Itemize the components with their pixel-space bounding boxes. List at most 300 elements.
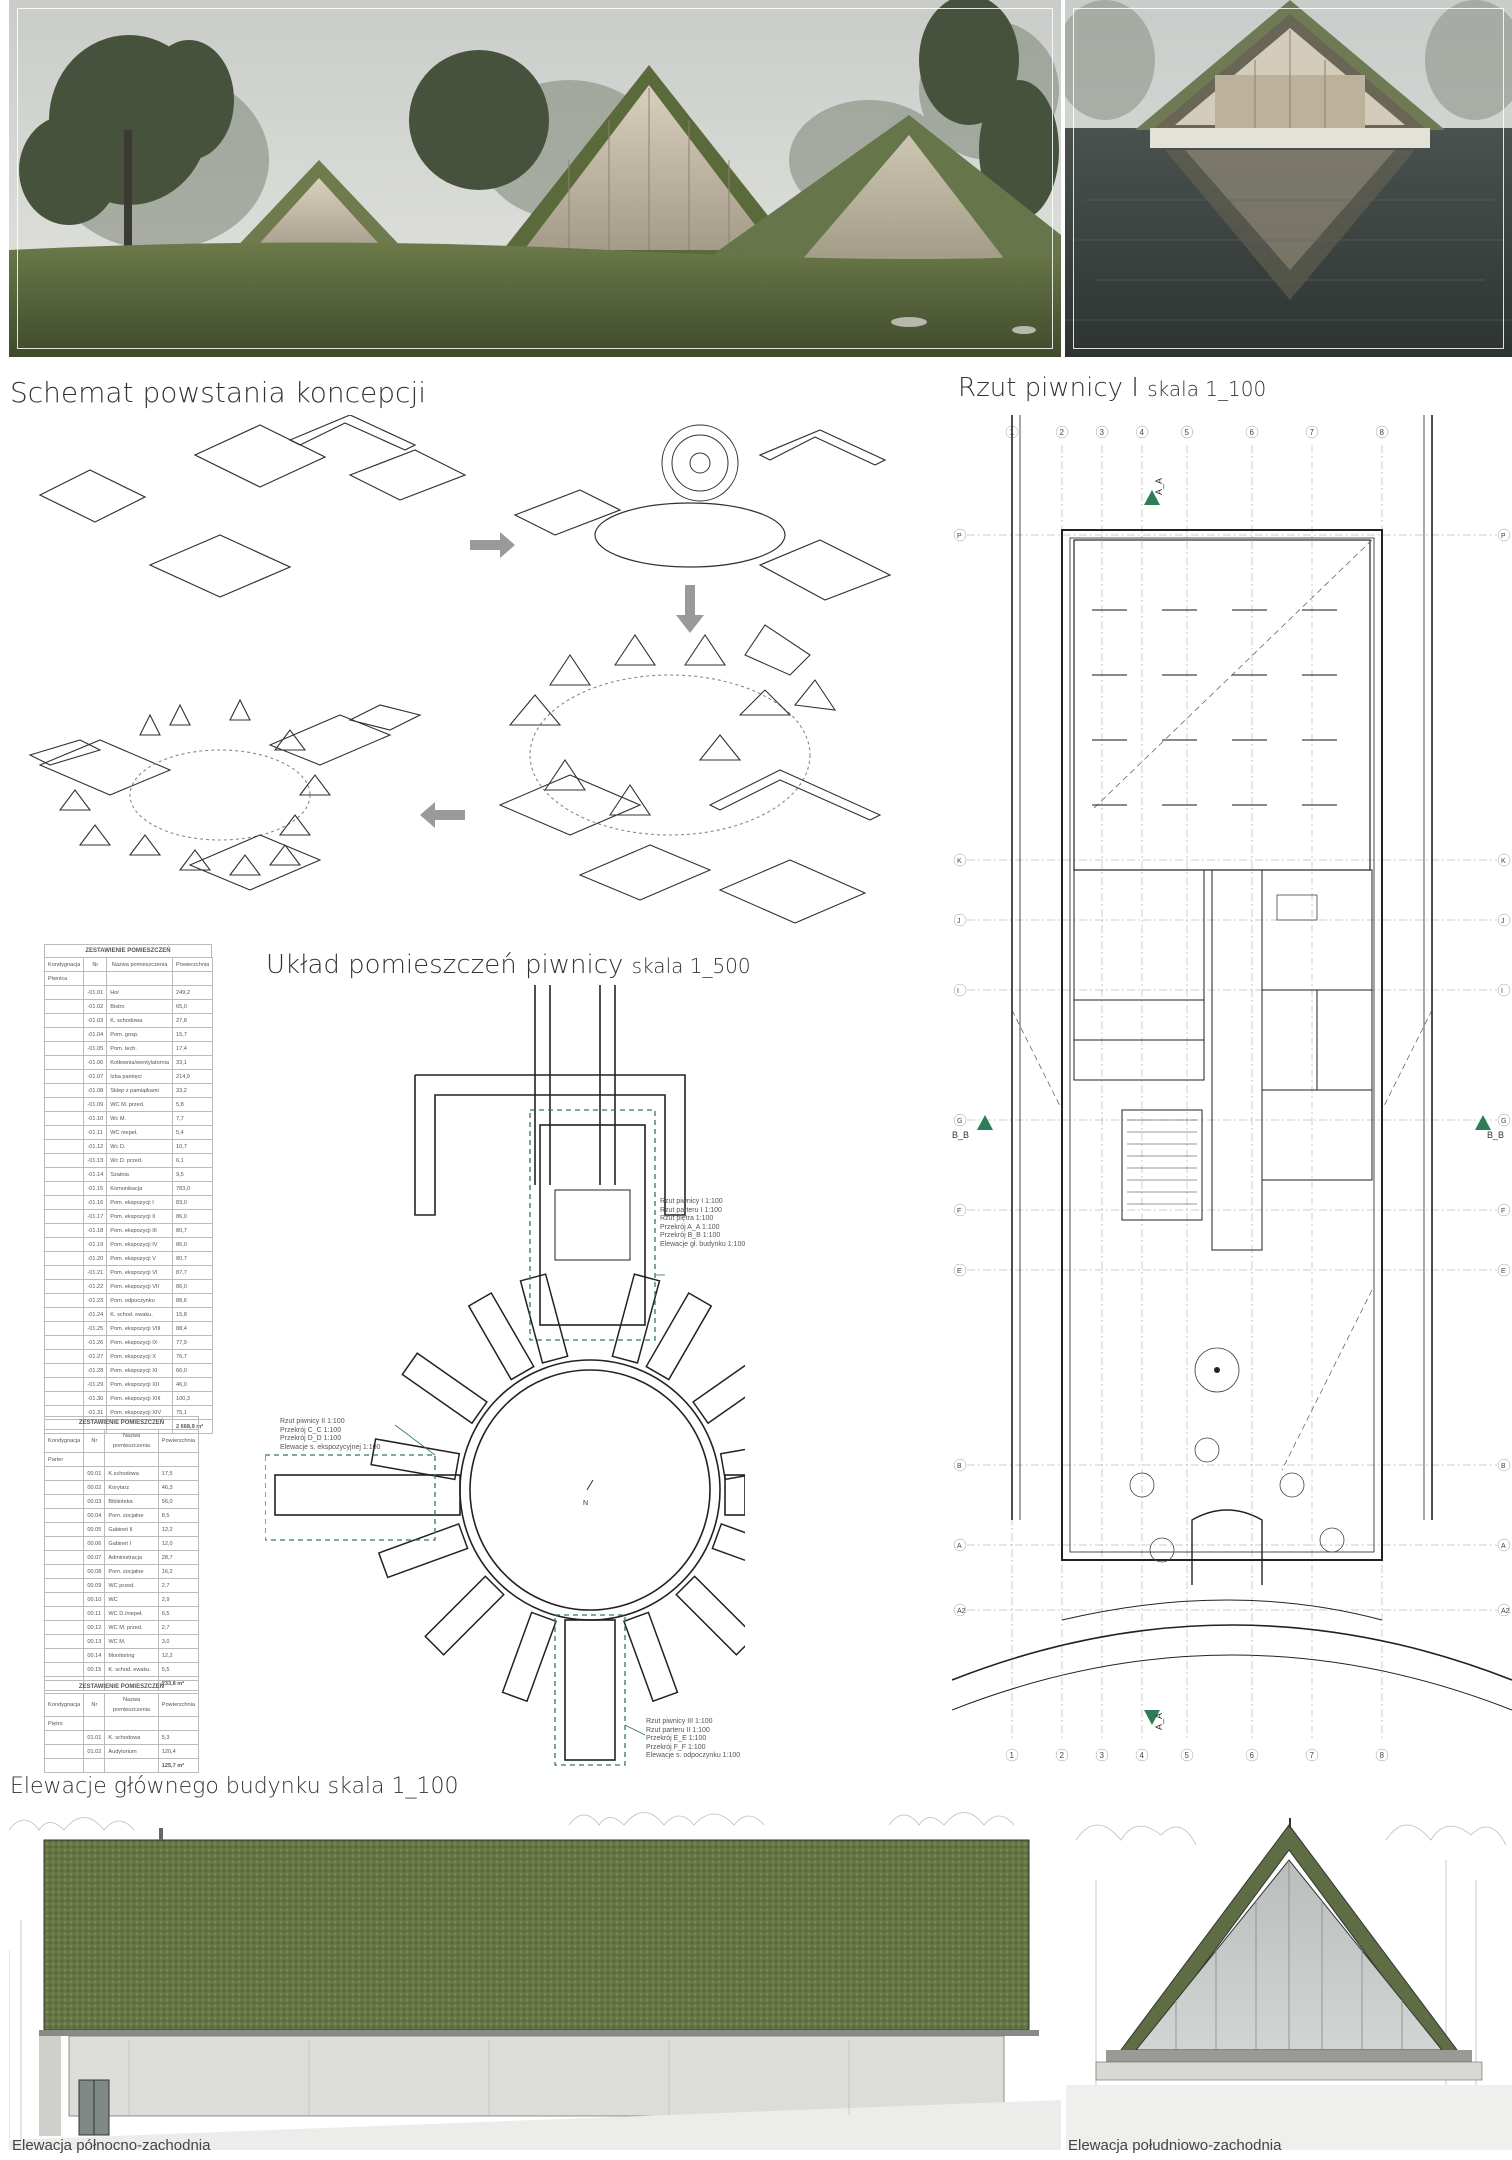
room-table-title: ZESTAWIENIE POMIESZCZEŃ [44, 1680, 199, 1693]
exhibition-room [721, 1439, 745, 1479]
annotation-line: Elewacje gł. budynku 1:100 [660, 1240, 746, 1248]
table-row [45, 1745, 199, 1759]
render-landscape [9, 0, 1061, 357]
level-label: Parter [45, 1453, 84, 1467]
table-row [45, 1364, 213, 1378]
col-area: Powierzchnia [158, 1694, 198, 1717]
exhibition-room [624, 1612, 678, 1701]
room-area: 86,0 [173, 1238, 213, 1252]
room-number: 00.09 [84, 1579, 105, 1593]
render-water [1065, 0, 1512, 357]
arrow-icon [420, 532, 704, 828]
room-number: -01.01 [84, 986, 107, 1000]
room-number: -01.17 [84, 1210, 107, 1224]
room-name: Audytorium [105, 1745, 158, 1759]
slab-shape [40, 470, 145, 522]
annotation-line: Rzut parteru II 1:100 [646, 1726, 710, 1734]
exhibition-room [371, 1439, 459, 1479]
room-number: -01.11 [84, 1126, 107, 1140]
room-area: 5,5 [158, 1663, 198, 1677]
room-number: -01.29 [84, 1378, 107, 1392]
axis-label: 5 [1184, 428, 1189, 437]
room-number: 00.07 [84, 1551, 105, 1565]
table-row [45, 1336, 213, 1350]
room-area: 65,0 [173, 1000, 213, 1014]
exhibition-room [646, 1293, 711, 1380]
table-row [45, 1210, 213, 1224]
axis-label: 6 [1249, 428, 1254, 437]
axis-label: F [957, 1208, 962, 1215]
room-name: Pom. socjalne [105, 1509, 158, 1523]
room-name: WC [105, 1593, 158, 1607]
col-kond: Kondygnacja [45, 958, 84, 972]
room-number: 00.01 [84, 1467, 105, 1481]
axis-bubble [1498, 984, 1510, 996]
table-row [45, 1565, 199, 1579]
room-number: -01.09 [84, 1098, 107, 1112]
room-name: Pom. ekspozycji VI [107, 1266, 173, 1280]
room-area: 88,4 [173, 1322, 213, 1336]
table-row [45, 1537, 199, 1551]
axis-label: K [957, 858, 962, 865]
basement-plan-drawing [952, 410, 1512, 1770]
room-number: 00.05 [84, 1523, 105, 1537]
room-area: 80,7 [173, 1252, 213, 1266]
axis-label: J [957, 918, 961, 925]
annotation-line: Przekrój D_D 1:100 [280, 1435, 342, 1442]
room-area: 86,0 [173, 1210, 213, 1224]
room-name: Izba pamięci [107, 1070, 173, 1084]
table-row [45, 986, 213, 1000]
room-name: WC niepeł. [107, 1126, 173, 1140]
room-number: 00.11 [84, 1607, 105, 1621]
room-number: 00.14 [84, 1649, 105, 1663]
room-number: -01.27 [84, 1350, 107, 1364]
north-arrow-icon [583, 1480, 593, 1507]
room-name: Pom. ekspozycji X [107, 1350, 173, 1364]
elevations-title: Elewacje głównego budynku skala 1_100 [10, 1774, 459, 1799]
basement-plan-scale: skala 1_100 [1147, 377, 1267, 401]
room-number: -01.23 [84, 1294, 107, 1308]
room-name: Pom. ekspozycji III [107, 1224, 173, 1238]
annotation-line: Rzut piwnicy II 1:100 [280, 1418, 345, 1425]
room-area: 2,7 [158, 1579, 198, 1593]
room-area: 15,8 [173, 1308, 213, 1322]
room-area: 5,4 [173, 1126, 213, 1140]
table-row [45, 1252, 213, 1266]
room-name: Pom. gosp. [107, 1028, 173, 1042]
room-area: 80,7 [173, 1224, 213, 1238]
room-name: Administracja [105, 1551, 158, 1565]
table-row [45, 1509, 199, 1523]
room-area: 6,1 [173, 1154, 213, 1168]
table-row [45, 1579, 199, 1593]
axis-label: A [957, 1543, 962, 1550]
render-water-image [1065, 0, 1512, 357]
axis-label: G [1501, 1118, 1507, 1125]
room-number: 00.04 [84, 1509, 105, 1523]
axis-label: 2 [1059, 1751, 1064, 1760]
col-kond: Kondygnacja [45, 1430, 84, 1453]
layout-scale: skala 1_500 [631, 954, 751, 978]
axis-label: 1 [1009, 428, 1014, 437]
room-area: 9,5 [173, 1168, 213, 1182]
room-name: Pom. ekspozycji XI [107, 1364, 173, 1378]
room-table-title: ZESTAWIENIE POMIESZCZEŃ [44, 1416, 199, 1429]
room-number: -01.02 [84, 1000, 107, 1014]
room-name: WC D./niepeł. [105, 1607, 158, 1621]
room-name: Pom. ekspozycji IV [107, 1238, 173, 1252]
table-row [45, 1014, 213, 1028]
room-number: -01.19 [84, 1238, 107, 1252]
axis-label: E [957, 1268, 962, 1275]
annotation-west [280, 1418, 380, 1452]
room-name: Komunikacja [107, 1182, 173, 1196]
axis-label: I [1501, 988, 1503, 995]
room-number: -01.10 [84, 1112, 107, 1126]
exhibition-room [676, 1576, 745, 1654]
room-number: -01.15 [84, 1182, 107, 1196]
room-name: K. schod. ewaku. [105, 1663, 158, 1677]
room-number: -01.25 [84, 1322, 107, 1336]
table-row [45, 1593, 199, 1607]
room-name: K.schodowa [105, 1467, 158, 1481]
axis-label: 8 [1379, 1751, 1384, 1760]
room-name: Hol [107, 986, 173, 1000]
table-row [45, 1635, 199, 1649]
table-row [45, 1523, 199, 1537]
room-name: Biblioteka [105, 1495, 158, 1509]
room-area: 15,7 [173, 1028, 213, 1042]
exhibition-room [521, 1274, 568, 1363]
table-row [45, 1224, 213, 1238]
room-area: 46,0 [173, 1378, 213, 1392]
axis-label: B [1501, 1463, 1506, 1470]
axis-label: 8 [1379, 428, 1384, 437]
table-row [45, 1028, 213, 1042]
axis-label: A2 [1501, 1608, 1510, 1615]
col-kond: Kondygnacja [45, 1694, 84, 1717]
room-name: Pom. ekspozycji IX [107, 1336, 173, 1350]
annotation-line: Rzut piętra 1:100 [660, 1215, 714, 1222]
table-row [45, 1350, 213, 1364]
room-number: -01.04 [84, 1028, 107, 1042]
table-row [45, 1238, 213, 1252]
annotation-line: Rzut parteru I 1:100 [660, 1206, 722, 1214]
room-area: 783,0 [173, 1182, 213, 1196]
annotation-south [646, 1718, 740, 1761]
annotation-line: Rzut piwnicy I 1:100 [660, 1198, 723, 1205]
annotation-line: Przekrój B_B 1:100 [660, 1232, 721, 1239]
room-name: Pom. ekspozycji VII [107, 1280, 173, 1294]
col-nr: Nr [84, 958, 107, 972]
room-name: K. schodowa [105, 1731, 158, 1745]
room-number: -01.26 [84, 1336, 107, 1350]
axis-label: 6 [1249, 1751, 1254, 1760]
room-number: -01.05 [84, 1042, 107, 1056]
room-name: Pom. socjalne [105, 1565, 158, 1579]
room-area: 120,4 [158, 1745, 198, 1759]
room-number: -01.07 [84, 1070, 107, 1084]
room-table-upper [44, 1680, 199, 1773]
radial-rooms [371, 1274, 745, 1701]
room-area: 17,4 [173, 1042, 213, 1056]
room-number: 01.01 [84, 1731, 105, 1745]
table-row [45, 1551, 199, 1565]
room-table-basement [44, 944, 212, 1434]
room-number: -01.24 [84, 1308, 107, 1322]
room-area: 5,3 [158, 1731, 198, 1745]
room-number: -01.28 [84, 1364, 107, 1378]
room-name: Bistro [107, 1000, 173, 1014]
axis-label: 3 [1099, 428, 1104, 437]
layout-title-text: Układ pomieszczeń piwnicy [266, 950, 624, 980]
col-nr: Nr [84, 1430, 105, 1453]
room-name: Szatnia [107, 1168, 173, 1182]
table-row [45, 1280, 213, 1294]
col-area: Powierzchnia [158, 1430, 198, 1453]
table-row [45, 1481, 199, 1495]
room-area: 214,9 [173, 1070, 213, 1084]
exhibition-room [469, 1293, 534, 1380]
exhibition-room [612, 1274, 659, 1363]
table-row [45, 1196, 213, 1210]
axis-label: I [957, 988, 959, 995]
scheme-title: Schemat powstania koncepcji [10, 376, 427, 409]
axis-label: E [1501, 1268, 1506, 1275]
room-area: 46,3 [158, 1481, 198, 1495]
axis-label: K [1501, 858, 1506, 865]
axis-label: A2 [957, 1608, 966, 1615]
table-row [45, 1070, 213, 1084]
elevation-caption-northwest: Elewacja północno-zachodnia [12, 2137, 211, 2154]
room-name: Kotłownia/wentylatornia [107, 1056, 173, 1070]
exhibition-room [693, 1353, 745, 1423]
table-row [45, 1467, 199, 1481]
room-area: 66,0 [173, 1364, 213, 1378]
axis-label: 1 [1009, 1751, 1014, 1760]
room-number: -01.13 [84, 1154, 107, 1168]
room-area: 83,0 [173, 1196, 213, 1210]
axis-label: 4 [1139, 428, 1144, 437]
exhibition-room [425, 1576, 503, 1654]
table-row [45, 1266, 213, 1280]
elevation-caption-southwest: Elewacja południowo-zachodnia [1068, 2137, 1282, 2154]
table-row [45, 1000, 213, 1014]
room-number: 00.13 [84, 1635, 105, 1649]
room-area: 8,5 [158, 1509, 198, 1523]
table-row [45, 1378, 213, 1392]
room-area: 17,5 [158, 1467, 198, 1481]
room-table-title: ZESTAWIENIE POMIESZCZEŃ [44, 944, 212, 957]
axis-label: 2 [1059, 428, 1064, 437]
annotation-line: Przekrój E_E 1:100 [646, 1735, 707, 1742]
room-number: -01.30 [84, 1392, 107, 1406]
axis-label: J [1501, 918, 1505, 925]
table-row [45, 1731, 199, 1745]
annotation-line: Elewacje s. ekspozycyjnej 1:100 [280, 1443, 381, 1451]
room-name: WC przed. [105, 1579, 158, 1593]
table-row [45, 1308, 213, 1322]
room-rows [45, 986, 213, 1420]
room-area: 12,0 [158, 1537, 198, 1551]
annotation-line: Przekrój A_A 1:100 [660, 1223, 720, 1231]
axis-bubble [954, 984, 966, 996]
room-number: 00.02 [84, 1481, 105, 1495]
render-landscape-image [9, 0, 1061, 357]
room-number: -01.22 [84, 1280, 107, 1294]
room-number: 00.03 [84, 1495, 105, 1509]
table-total: 125,7 m² [158, 1759, 198, 1773]
section-label-left: B_B [952, 1130, 970, 1140]
room-number: -01.06 [84, 1056, 107, 1070]
room-rows [45, 1467, 199, 1677]
room-name: Pom. ekspozycji XIII [107, 1392, 173, 1406]
col-area: Powierzchnia [173, 958, 213, 972]
layout-plan-diagram [265, 985, 745, 1770]
col-nr: Nr [84, 1694, 105, 1717]
elevation-southwest [1066, 1800, 1512, 2150]
col-name: Nazwa pomieszczenia [105, 1694, 158, 1717]
room-name: Korytarz [105, 1481, 158, 1495]
exhibition-room [712, 1524, 745, 1578]
room-area: 33,1 [173, 1056, 213, 1070]
annotation-line: Rzut piwnicy III 1:100 [646, 1718, 713, 1725]
room-area: 7,7 [173, 1112, 213, 1126]
room-area: 16,2 [158, 1565, 198, 1579]
col-name: Nazwa pomieszczenia [107, 958, 173, 972]
room-area: 56,0 [158, 1495, 198, 1509]
axis-label: 7 [1309, 428, 1314, 437]
room-area: 27,8 [173, 1014, 213, 1028]
room-name: K. schodowa [107, 1014, 173, 1028]
annotation-line: Przekrój F_F 1:100 [646, 1743, 706, 1751]
room-name: Sklep z pamiątkami [107, 1084, 173, 1098]
room-area: 2,9 [158, 1593, 198, 1607]
room-number: 00.08 [84, 1565, 105, 1579]
room-area: 249,2 [173, 986, 213, 1000]
axis-label: 5 [1184, 1751, 1189, 1760]
grid-rows [954, 529, 1510, 1616]
rosette-icon [662, 425, 738, 501]
annotation-line: Elewacje s. odpoczynku 1:100 [646, 1752, 741, 1759]
room-number: 00.12 [84, 1621, 105, 1635]
table-row [45, 1182, 213, 1196]
table-row [45, 1112, 213, 1126]
room-area: 3,0 [158, 1635, 198, 1649]
room-area: 33,2 [173, 1084, 213, 1098]
axis-label: 4 [1139, 1751, 1144, 1760]
room-name: Pom. ekspozycji XIV [107, 1406, 173, 1420]
room-number: -01.16 [84, 1196, 107, 1210]
exhibition-room [503, 1612, 557, 1701]
svg-text:N: N [583, 1500, 589, 1507]
axis-label: B [957, 1463, 962, 1470]
room-number: -01.18 [84, 1224, 107, 1238]
table-total: 2 668,9 m² [173, 1420, 213, 1434]
table-row [45, 1168, 213, 1182]
room-area: 2,7 [158, 1621, 198, 1635]
room-name: Pom. ekspozycji XII [107, 1378, 173, 1392]
table-row [45, 1056, 213, 1070]
section-label-top: A_A [1154, 477, 1164, 495]
room-name: Pom. ekspozycji VIII [107, 1322, 173, 1336]
layout-title [266, 950, 751, 980]
col-name: Nazwa pomieszczenia [105, 1430, 158, 1453]
room-area: 87,7 [173, 1266, 213, 1280]
room-table-grid [44, 957, 213, 1434]
table-row [45, 1663, 199, 1677]
table-row [45, 1322, 213, 1336]
room-number: 00.15 [84, 1663, 105, 1677]
table-row [45, 1042, 213, 1056]
room-name: Pom. ekspozycji II [107, 1210, 173, 1224]
room-name: Gabinet II [105, 1523, 158, 1537]
room-rows [45, 1731, 199, 1759]
level-label: Piwnica [45, 972, 84, 986]
table-row [45, 1495, 199, 1509]
room-name: WC M. [105, 1635, 158, 1649]
table-row [45, 1154, 213, 1168]
room-area: 77,9 [173, 1336, 213, 1350]
section-label-right: B_B [1487, 1130, 1505, 1140]
axis-label: 7 [1309, 1751, 1314, 1760]
section-label-bottom: A_A [1154, 1712, 1164, 1730]
table-row [45, 1084, 213, 1098]
room-area: 5,8 [173, 1098, 213, 1112]
room-table-grid [44, 1693, 199, 1773]
room-area: 86,0 [173, 1280, 213, 1294]
room-number: 00.10 [84, 1593, 105, 1607]
table-row [45, 1621, 199, 1635]
room-name: Monitoring [105, 1649, 158, 1663]
room-area: 12,2 [158, 1523, 198, 1537]
level-label: Piętro [45, 1717, 84, 1731]
sculpture-icon [1214, 1367, 1220, 1373]
axis-label: P [957, 533, 962, 540]
table-row [45, 1294, 213, 1308]
table-row [45, 1392, 213, 1406]
room-area: 88,6 [173, 1294, 213, 1308]
axis-label: G [957, 1118, 963, 1125]
axis-label: A [1501, 1543, 1506, 1550]
room-number: -01.08 [84, 1084, 107, 1098]
room-number: -01.20 [84, 1252, 107, 1266]
room-number: -01.21 [84, 1266, 107, 1280]
room-table-ground [44, 1416, 199, 1691]
concept-scheme-diagram [20, 415, 960, 940]
room-name: Wc D. przed. [107, 1154, 173, 1168]
basement-plan-title-text: Rzut piwnicy I [958, 373, 1139, 403]
table-row [45, 1649, 199, 1663]
room-name: Pom. odpoczynku [107, 1294, 173, 1308]
room-area: 6,5 [158, 1607, 198, 1621]
room-area: 76,7 [173, 1350, 213, 1364]
room-name: K. schod. ewaku. [107, 1308, 173, 1322]
table-row [45, 1098, 213, 1112]
axis-label: 3 [1099, 1751, 1104, 1760]
room-area: 12,2 [158, 1649, 198, 1663]
room-number: 01.02 [84, 1745, 105, 1759]
elevation-northwest [9, 1800, 1061, 2150]
room-table-grid [44, 1429, 199, 1691]
room-area: 75,1 [173, 1406, 213, 1420]
room-name: Wc D. [107, 1140, 173, 1154]
axis-label: F [1501, 1208, 1506, 1215]
room-area: 28,7 [158, 1551, 198, 1565]
room-name: Pom. tech. [107, 1042, 173, 1056]
room-area: 10,7 [173, 1140, 213, 1154]
